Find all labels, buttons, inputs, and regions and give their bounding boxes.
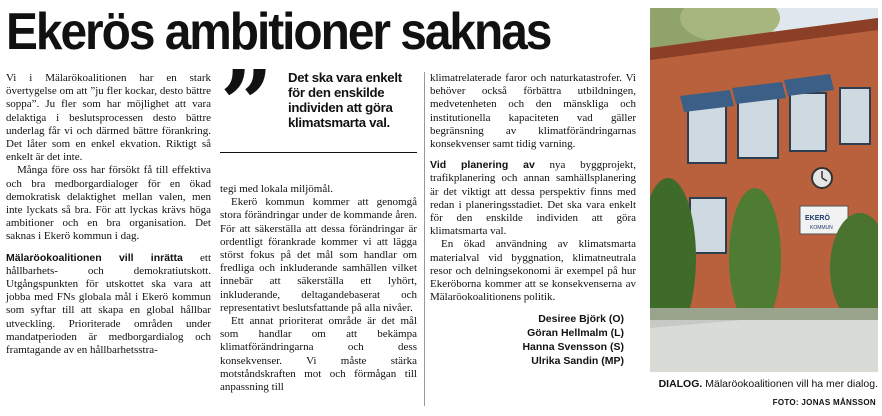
paragraph-body: ett hållbarhets- och demokratiutskott. Utgångspunkten för utskottet ska vara att jobba med FNs globala mål i Ekerö kommun som syftar till att skapa en global hållbar utveckling. Prioriterade områden under mandatperioden är medborgardialog och framtagande av en hållbarhetsstra-: [6, 251, 211, 357]
paragraph-lead: Vid planering av: [430, 159, 535, 172]
quote-mark-icon: ”: [220, 50, 267, 158]
paragraph: tegi med lokala miljömål.: [220, 183, 334, 195]
building-photo: [650, 8, 878, 372]
sign-subtext: KOMMUN: [810, 225, 833, 231]
pull-quote-text: Det ska vara enkelt för den enskilde individen att göra klimatsmarta val.: [288, 70, 402, 130]
pull-quote: [220, 50, 417, 158]
column-divider: [424, 72, 425, 406]
author-name: Ulrika Sandin (MP): [531, 355, 624, 368]
paragraph-lead: Mälaröokoalitionen vill inrätta: [6, 251, 183, 264]
paragraph: Många före oss har försökt få till effektiva och bra medborgardialoger för en ökad demokratisk delaktighet mellan valen, men inte lyckats så bra. För att lyckas krävs höga ambitioner och en bra organisation. Det saknas i Ekerö kommun i dag.: [6, 164, 211, 243]
paragraph: klimatrelaterade faror och naturkatastrofer. Vi behöver också förbättra utbildningen, medvetenheten och den mänskliga och institutionella kapaciteten vad gäller begränsning av klimatförändringarnas konsekvenser samt tidig varning.: [430, 72, 636, 151]
photo-caption: [650, 378, 878, 391]
paragraph: Vi i Mälarökoalitionen har en stark övertygelse om att ”ju fler kockar, desto bättre soppa”. Ju fler som har möjlighet att vara delaktiga i beslutsprocessen desto bättre underlag får vi och därmed bättre förankring. Det låter som en enkel ekvation. Riktigt så enkelt är det inte.: [6, 72, 211, 164]
article-column-1: [6, 72, 211, 357]
caption-label: DIALOG.: [658, 378, 703, 390]
article-column-3: [430, 72, 636, 368]
paragraph-body: nya byggprojekt, trafikplanering och annan samhällsplanering är det viktigt att dessa perspektiv finns med redan i planeringsstadiet. Det ska vara enkelt för den enskilde individen att göra klimatsmarta val.: [430, 159, 636, 238]
author-name: Desiree Björk (O): [538, 313, 624, 326]
author-name: Hanna Svensson (S): [522, 341, 624, 354]
paragraph: [6, 252, 211, 358]
building-photo-illustration: [650, 8, 878, 372]
paragraph: [430, 159, 636, 238]
sign-text: EKERÖ: [805, 215, 830, 222]
paragraph: En ökad användning av klimatsmarta materialval vid byggnation, klimatneutrala resor och delningsekonomi är exempel på hur Ekeröborna kommer att se konsekvenserna av Mälaröokoalitionens politik.: [430, 238, 636, 304]
paragraph: Ett annat prioriterat område är det mål som handlar om att bekämpa klimatförändringarna och dess konsekvenser. Vi måste stärka motståndskraften mot och förmågan till anpassning till: [220, 315, 417, 394]
author-name: Göran Hellmalm (L): [527, 327, 624, 340]
caption-text: Mälaröokoalitionen vill ha mer dialog.: [702, 378, 878, 390]
photo-credit: FOTO: JONAS MÅNSSON: [772, 398, 876, 407]
author-list: [430, 312, 636, 368]
paragraph: Ekerö kommun kommer att genomgå stora förändringar under de kommande åren. För att säkerställa att dessa förändringar är ordentligt förankrade kommer vi att lägga störst fokus på det mål som handlar om fredliga och inkluderande samhällen vilket innebär att säkerställa ett lyhört, inkluderande, deltagandebaserat och representativt beslutsfattande på alla nivåer.: [220, 196, 417, 314]
headline: Ekerös ambitioner saknas: [6, 3, 551, 61]
article-column-2: [220, 183, 417, 394]
